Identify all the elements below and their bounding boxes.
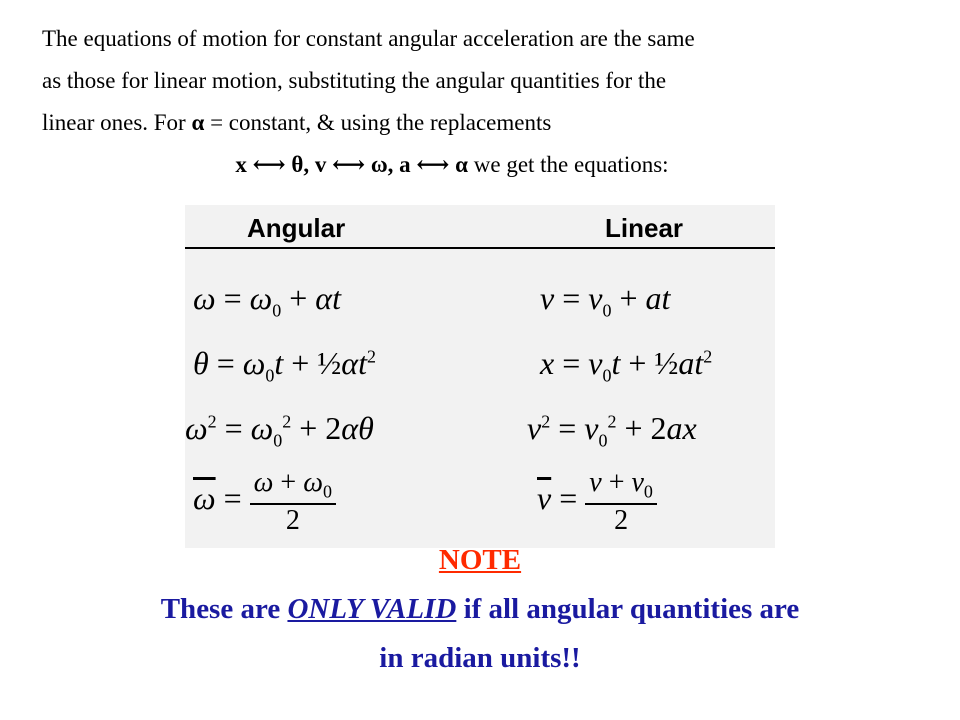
equations-table [185,205,775,548]
header-rule [185,247,775,249]
intro-line-3-start: linear ones. For [42,110,192,135]
note-line-1-end: if all angular quantities are [456,593,800,625]
eq-angular-4: $\overline{\omega}$ = $\frac{\omega + \omega_0}{2}$ [193,467,336,537]
intro-line-2: as those for linear motion, substituting the angular quantities for the [42,68,667,93]
note-line-1 [0,593,960,626]
note-title: NOTE [438,544,522,576]
eq-linear-4: $\overline{v}$ = $\frac{v + v_0}{2}$ [537,467,657,537]
header-angular: Angular [247,213,346,243]
eq-linear-2: $x = v_0t$ + $\frac{1}{2}at^2$ [540,345,713,386]
eq-angular-3: $\omega^2 = \omega_0^2 + 2\alpha\theta$ [185,410,374,451]
note-line-1-start: These are [160,593,288,625]
eq-angular-2: $\theta = \omega_0t$ + $\frac{1}{2}\alpha t^2$ [193,345,376,386]
alpha-symbol: α [191,110,205,135]
header-linear: Linear [605,213,684,243]
intro-line-4-end: we get the equations: [468,152,669,177]
replacements: x ⟷ θ, v ⟷ ω, a ⟷ α [235,152,468,177]
intro-line-1: The equations of motion for constant angular acceleration are the same [42,26,695,51]
intro-text [42,18,922,186]
eq-angular-1: $\omega = \omega_0 + \alpha t$ [193,280,341,321]
note-emphasis: ONLY VALID [287,593,457,625]
intro-line-4 [42,144,862,186]
intro-line-3-end: = constant, & using the replacements [204,110,552,135]
note-line-2: in radian units!! [379,642,581,674]
eq-linear-1: $v = v_0$ + at [540,280,671,321]
intro-line-3 [42,102,922,144]
eq-linear-3: $v^2 = v_0^2 + 2ax$ [527,410,697,451]
